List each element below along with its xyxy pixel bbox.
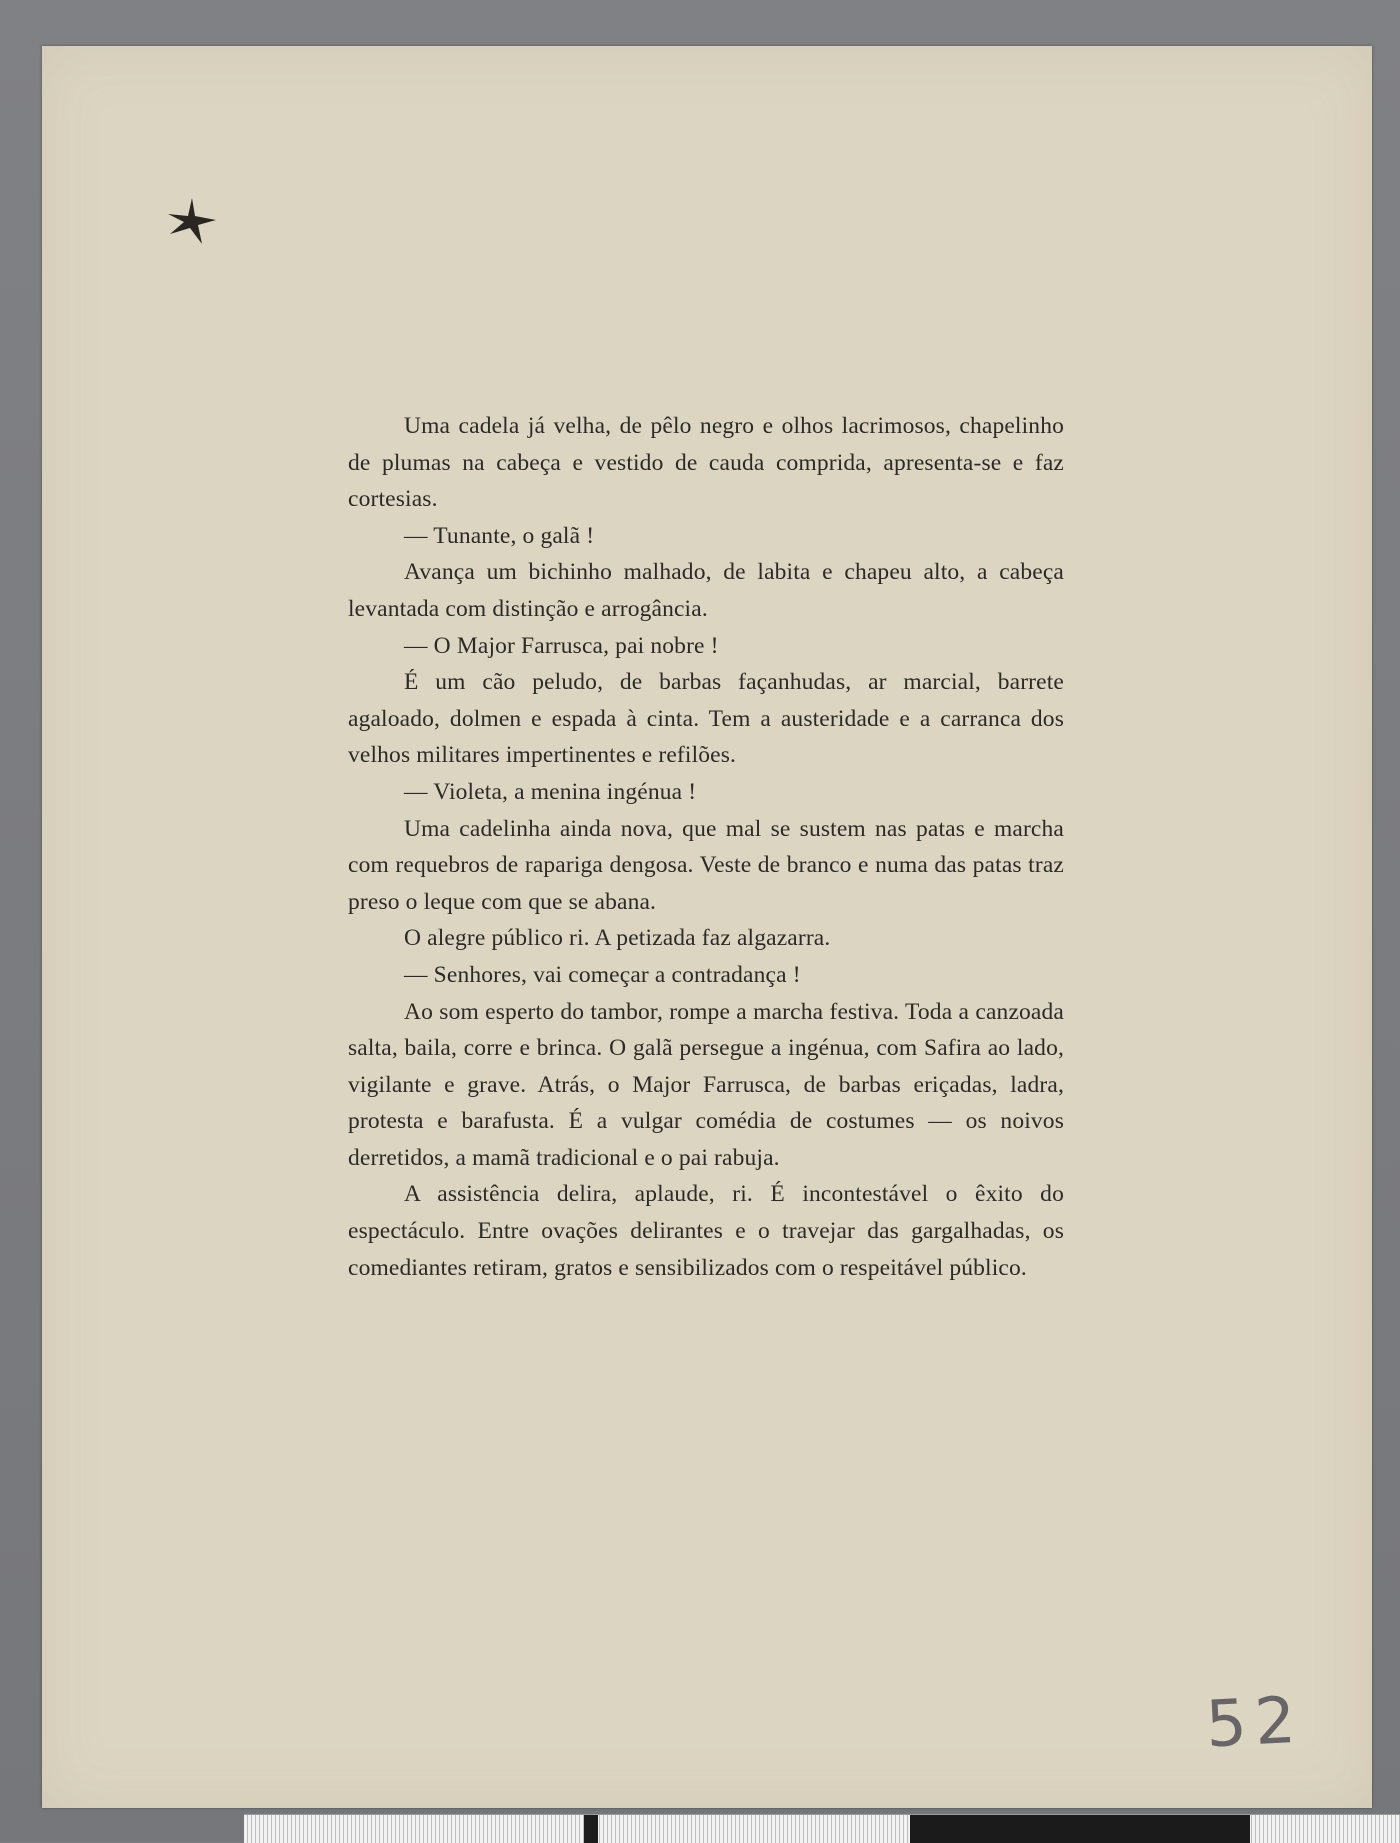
paragraph: Uma cadela já velha, de pêlo negro e olhos lacrimosos, chapelinho de plumas na cabeça e vestido de cauda comprida, apresenta-se e faz cortesias. <box>348 413 1064 513</box>
ruler-marker <box>910 1815 1250 1843</box>
paragraph: — Senhores, vai começar a contradança ! <box>404 961 801 988</box>
paragraph: — Tunante, o galã ! <box>404 522 595 549</box>
paragraph: O alegre público ri. A petizada faz algazarra. <box>404 925 831 952</box>
paragraph: Ao som esperto do tambor, rompe a marcha festiva. Toda a canzoada salta, baila, corre e brinca. O galã persegue a ingénua, com Safira ao lado, vigilante e grave. Atrás, o Major Farrusca, de barbas eriçadas, ladra, protesta e barafusta. É a vulgar comédia de costumes — os noivos derretidos, a mamã tradicional e o pai rabuja. <box>348 998 1064 1171</box>
body-text <box>348 408 1064 1286</box>
paragraph: A assistência delira, aplaude, ri. É incontestável o êxito do espectáculo. Entre ovações delirantes e o travejar das gargalhadas, os comediantes retiram, gratos e sensibilizados com o respeitável público. <box>348 1181 1064 1281</box>
paragraph: É um cão peludo, de barbas façanhudas, ar marcial, barrete agaloado, dolmen e espada à cinta. Tem a austeridade e a carranca dos velhos militares impertinentes e refilões. <box>348 669 1064 769</box>
ink-stain-icon <box>162 194 222 250</box>
paragraph: — Violeta, a menina ingénua ! <box>404 778 697 805</box>
paragraph: — O Major Farrusca, pai nobre ! <box>404 632 719 659</box>
scale-ruler <box>244 1814 1400 1843</box>
paragraph: Avança um bichinho malhado, de labita e chapeu alto, a cabeça levantada com distinção e arrogância. <box>348 559 1064 622</box>
paragraph: Uma cadelinha ainda nova, que mal se sustem nas patas e marcha com requebros de rapariga dengosa. Veste de branco e numa das patas traz preso o leque com que se abana. <box>348 815 1064 915</box>
ruler-marker <box>584 1815 598 1843</box>
page-number: 52 <box>1204 1683 1306 1763</box>
